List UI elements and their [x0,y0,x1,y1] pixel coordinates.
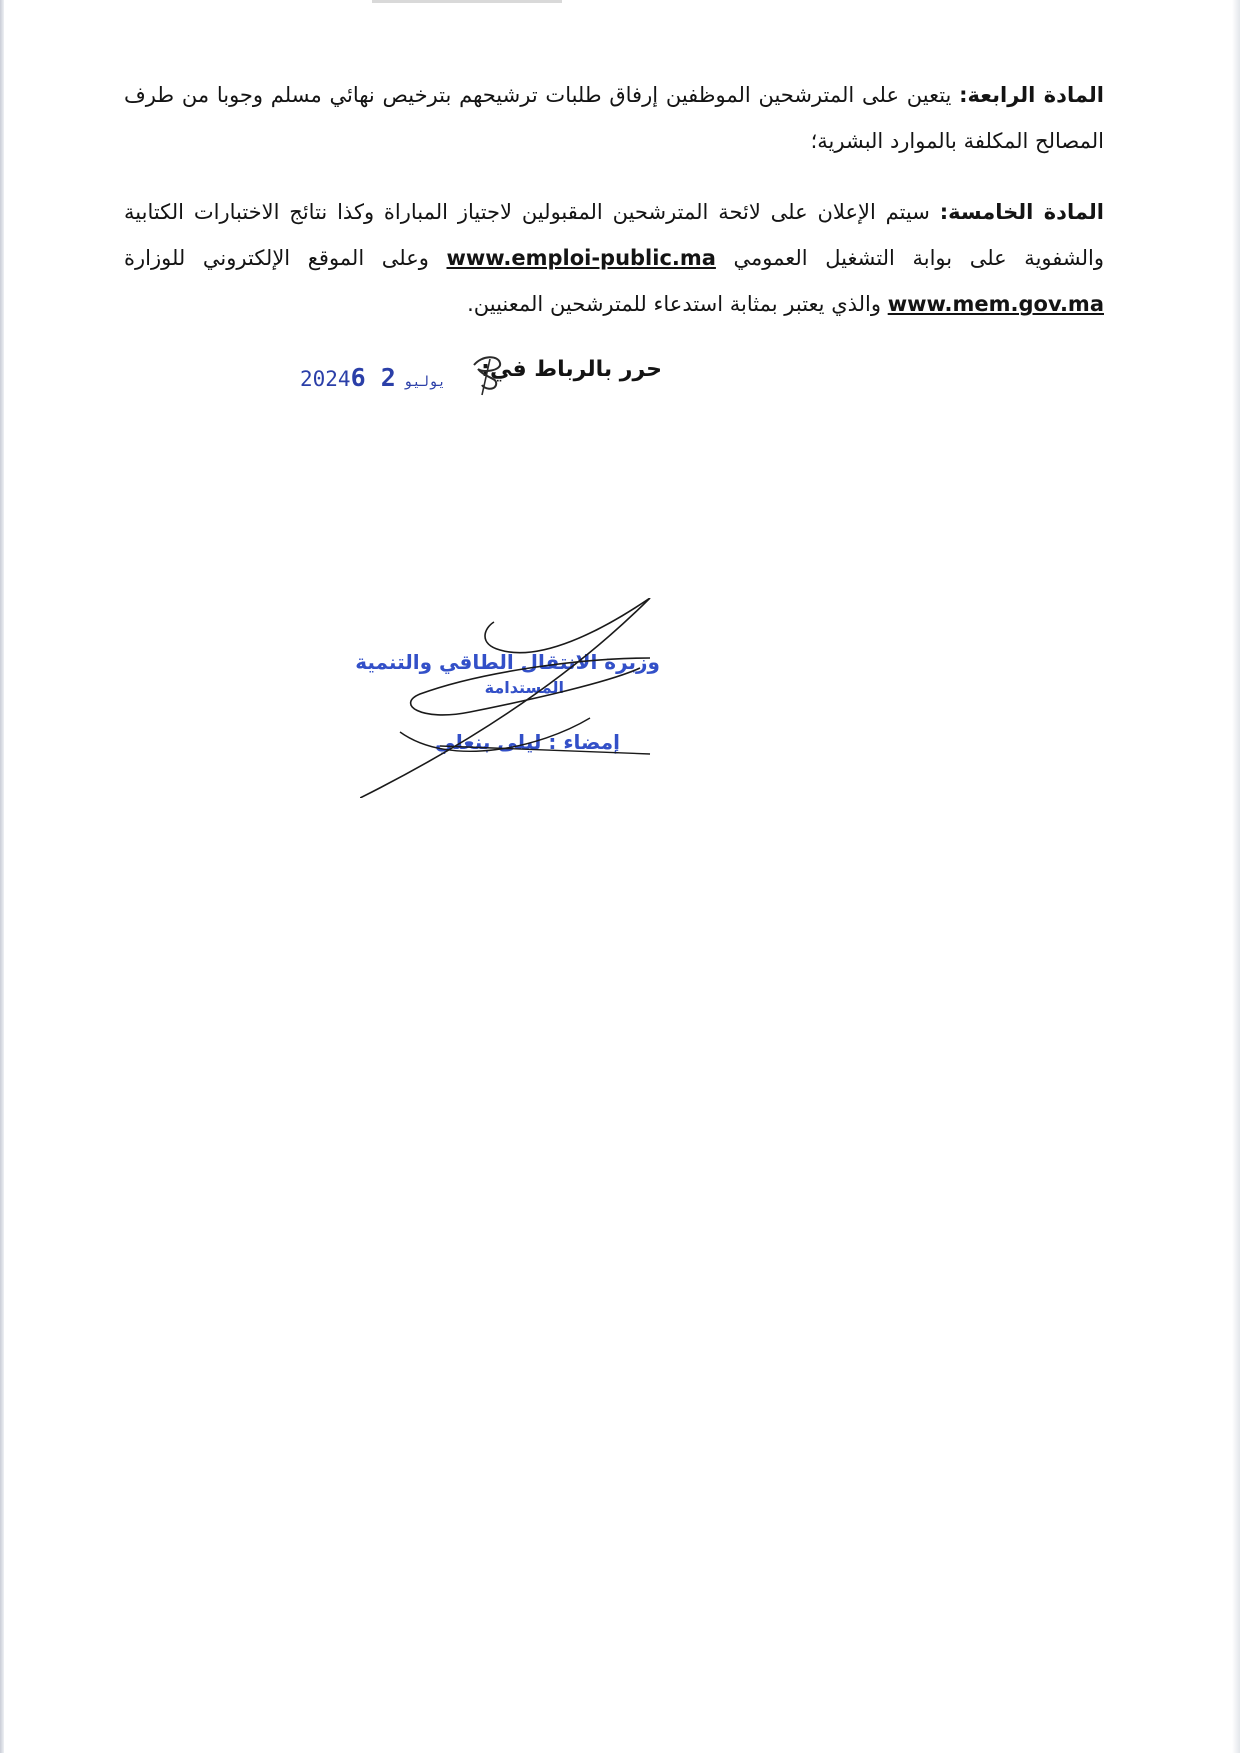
date-stamp-year: 2024 [300,367,351,391]
ministry-title-line-1: وزيرة الانتقال الطاقي والتنمية [355,650,660,674]
article-5-label: المادة الخامسة: [939,200,1105,224]
page-edge-shadow [0,0,4,1753]
dateline [300,355,662,405]
ministry-title-line-2: المستدامة [484,678,564,697]
article-4 [124,72,1104,164]
date-stamp [300,363,454,392]
date-stamp-month: يوليو [403,374,446,390]
article-4-label: المادة الرابعة: [959,83,1104,107]
ministry-website-link[interactable]: www.mem.gov.ma [887,292,1104,316]
handwritten-signature [360,598,660,798]
handwritten-initials [468,351,508,401]
signature-block [355,598,660,798]
article-5 [124,189,1104,327]
article-5-text-2: وعلى الموقع الإلكتروني للوزارة [124,246,447,270]
page-edge-shadow-right [1232,0,1240,1753]
dateline-place: حرر بالرباط في: [481,357,662,382]
signer-line: إمضاء : ليلى بنعلي [435,730,620,754]
article-4-text: يتعين على المترشحين الموظفين إرفاق طلبات ترشيحهم بترخيص نهائي مسلم وجوبا من طرف المصالح المكلفة بالموارد البشرية؛ [124,83,1104,153]
article-5-text-1: سيتم الإعلان على لائحة المترشحين المقبولين لاجتياز المباراة وكذا نتائج الاختبارات الكتابية والشفوية على بوابة التشغيل العمومي [124,200,1104,270]
article-5-text-3: والذي يعتبر بمثابة استدعاء للمترشحين المعنيين. [467,292,888,316]
emploi-public-link[interactable]: www.emploi-public.ma [446,246,716,270]
date-stamp-day: 2 6 [350,363,396,392]
scan-mark [372,0,562,3]
